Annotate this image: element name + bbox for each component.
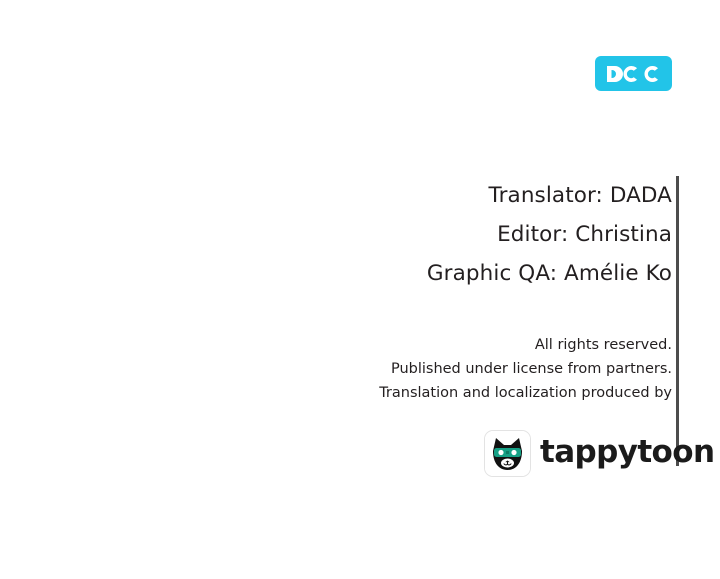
credits-block [300,176,672,293]
credit-translator: Translator: DADA [488,183,672,208]
publisher-logo [595,56,672,91]
page-edge-rule [676,176,679,466]
dcc-wordmark-icon [605,64,663,84]
credit-graphic-qa: Graphic QA: Amélie Ko [426,261,672,286]
rights-line-3: Translation and localization produced by [379,385,672,401]
credit-editor: Editor: Christina [497,222,672,247]
rights-line-1: All rights reserved. [534,337,672,353]
tappytoon-logo-lockup [484,430,714,477]
tappytoon-cat-icon [484,430,531,477]
tappytoon-wordmark: tappytoon [540,433,715,470]
rights-block [280,333,672,405]
rights-line-2: Published under license from partners. [390,361,672,377]
